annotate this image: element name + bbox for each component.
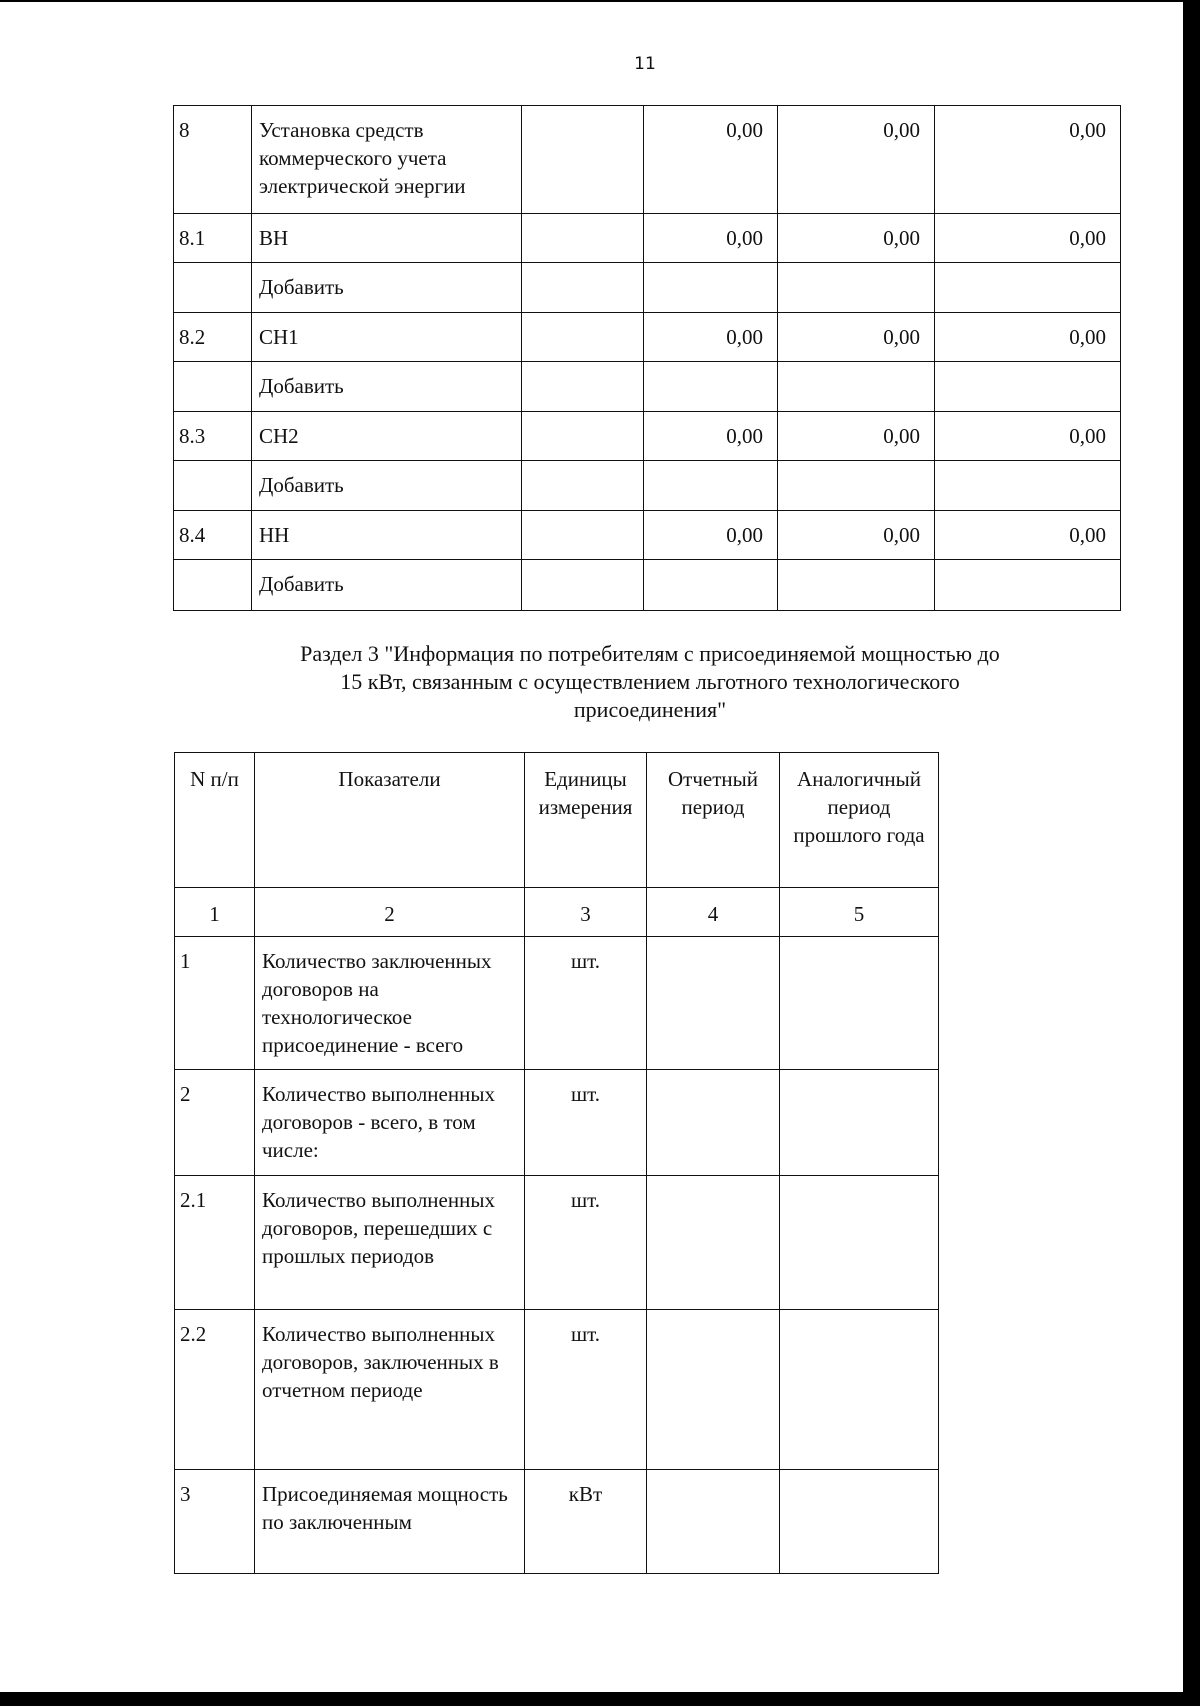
table-row <box>175 1470 939 1574</box>
row-value-2 <box>778 461 935 511</box>
row-number: 1 <box>175 937 255 1070</box>
row-value-2 <box>778 263 935 313</box>
row-label: Количество выполненных договоров, перешедших с прошлых периодов <box>255 1176 525 1310</box>
row-number: 8.3 <box>174 412 252 461</box>
row-label: СН1 <box>252 313 522 362</box>
row-value-3: 0,00 <box>935 106 1121 214</box>
row-number: 2 <box>175 1070 255 1176</box>
scan-edge-right <box>1183 0 1200 1706</box>
row-current-value <box>647 937 780 1070</box>
row-label: Количество выполненных договоров - всего, в том числе: <box>255 1070 525 1176</box>
table-row <box>174 362 1121 412</box>
add-row-link: Добавить <box>252 263 522 313</box>
row-unit <box>522 214 644 263</box>
scan-edge-top <box>0 0 1200 2</box>
row-previous-value <box>780 1470 939 1574</box>
row-value-1: 0,00 <box>644 412 778 461</box>
row-unit <box>522 461 644 511</box>
row-value-3 <box>935 263 1121 313</box>
row-value-1: 0,00 <box>644 214 778 263</box>
row-label: Количество заключенных договоров на технологическое присоединение - всего <box>255 937 525 1070</box>
row-number: 8 <box>174 106 252 214</box>
table-row <box>175 937 939 1070</box>
row-number: 3 <box>175 1470 255 1574</box>
row-value-2: 0,00 <box>778 511 935 560</box>
row-number: 2.2 <box>175 1310 255 1470</box>
row-value-2: 0,00 <box>778 214 935 263</box>
table-row <box>174 214 1121 263</box>
table-row <box>174 511 1121 560</box>
row-number <box>174 362 252 412</box>
row-unit: шт. <box>525 1070 647 1176</box>
row-label: Присоединяемая мощность по заключенным <box>255 1470 525 1574</box>
row-number: 8.2 <box>174 313 252 362</box>
row-unit <box>522 263 644 313</box>
header-indicators: Показатели <box>255 753 525 888</box>
row-value-2 <box>778 362 935 412</box>
row-value-1: 0,00 <box>644 106 778 214</box>
row-label: ВН <box>252 214 522 263</box>
row-label: НН <box>252 511 522 560</box>
row-unit: шт. <box>525 1176 647 1310</box>
scan-edge-bottom <box>0 1692 1200 1706</box>
table-header-row <box>175 753 939 888</box>
table-row <box>174 106 1121 214</box>
row-value-3: 0,00 <box>935 214 1121 263</box>
row-value-1: 0,00 <box>644 511 778 560</box>
row-previous-value <box>780 937 939 1070</box>
table-row <box>174 412 1121 461</box>
row-label: СН2 <box>252 412 522 461</box>
row-unit <box>522 313 644 362</box>
table-row <box>175 1310 939 1470</box>
row-previous-value <box>780 1310 939 1470</box>
row-value-1 <box>644 263 778 313</box>
row-number <box>174 560 252 611</box>
add-row-link: Добавить <box>252 461 522 511</box>
row-number <box>174 461 252 511</box>
table-row <box>174 313 1121 362</box>
row-value-3 <box>935 461 1121 511</box>
table-row <box>174 560 1121 611</box>
row-unit <box>522 511 644 560</box>
table-row <box>174 461 1121 511</box>
table-row <box>175 1176 939 1310</box>
row-value-3: 0,00 <box>935 511 1121 560</box>
header-previous-period: Аналогичный период прошлого года <box>780 753 939 888</box>
row-unit: шт. <box>525 937 647 1070</box>
column-number: 4 <box>647 888 780 937</box>
row-value-1 <box>644 461 778 511</box>
row-label: Установка средств коммерческого учета электрической энергии <box>252 106 522 214</box>
column-number: 3 <box>525 888 647 937</box>
column-number-row <box>175 888 939 937</box>
row-value-2: 0,00 <box>778 106 935 214</box>
table-row <box>174 263 1121 313</box>
section-3-title: Раздел 3 "Информация по потребителям с присоединяемой мощностью до 15 кВт, связанным с осуществлением льготного технологического присоединения" <box>300 641 1000 722</box>
row-number: 2.1 <box>175 1176 255 1310</box>
row-value-3: 0,00 <box>935 412 1121 461</box>
row-number: 8.1 <box>174 214 252 263</box>
row-value-1: 0,00 <box>644 313 778 362</box>
row-current-value <box>647 1070 780 1176</box>
column-number: 2 <box>255 888 525 937</box>
row-label: Количество выполненных договоров, заключенных в отчетном периоде <box>255 1310 525 1470</box>
row-current-value <box>647 1470 780 1574</box>
add-row-link: Добавить <box>252 560 522 611</box>
row-number <box>174 263 252 313</box>
row-unit <box>522 412 644 461</box>
row-current-value <box>647 1310 780 1470</box>
section3-table <box>174 752 939 1574</box>
row-unit: шт. <box>525 1310 647 1470</box>
table-row <box>175 1070 939 1176</box>
header-units: Единицы измерения <box>525 753 647 888</box>
row-current-value <box>647 1176 780 1310</box>
row-value-2: 0,00 <box>778 313 935 362</box>
row-number: 8.4 <box>174 511 252 560</box>
add-row-link: Добавить <box>252 362 522 412</box>
row-unit <box>522 362 644 412</box>
row-value-3 <box>935 560 1121 611</box>
row-value-1 <box>644 362 778 412</box>
row-value-2 <box>778 560 935 611</box>
header-current-period: Отчетный период <box>647 753 780 888</box>
row-unit <box>522 560 644 611</box>
column-number: 5 <box>780 888 939 937</box>
section2-table <box>173 105 1121 611</box>
page-number: 11 <box>634 54 656 74</box>
row-value-2: 0,00 <box>778 412 935 461</box>
column-number: 1 <box>175 888 255 937</box>
row-unit: кВт <box>525 1470 647 1574</box>
header-number: N п/п <box>175 753 255 888</box>
row-value-1 <box>644 560 778 611</box>
row-unit <box>522 106 644 214</box>
row-previous-value <box>780 1176 939 1310</box>
row-value-3 <box>935 362 1121 412</box>
row-value-3: 0,00 <box>935 313 1121 362</box>
row-previous-value <box>780 1070 939 1176</box>
